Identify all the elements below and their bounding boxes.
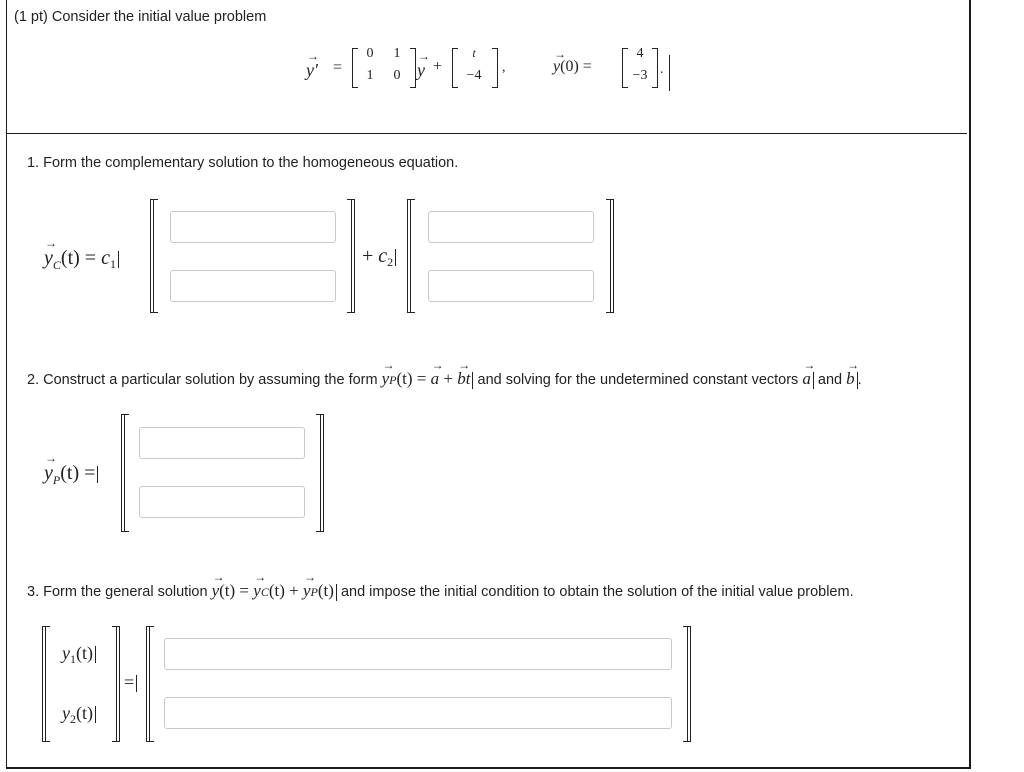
- ivp-period: .: [660, 62, 664, 77]
- forcing-left-bracket: [452, 48, 458, 88]
- y1-label: $y_1(t)$: [62, 643, 96, 664]
- matrix-entry: 0: [393, 68, 401, 83]
- forcing-entry: t: [472, 46, 476, 60]
- yp-entry1-input[interactable]: [139, 427, 305, 459]
- ivp-equals: =: [333, 59, 343, 76]
- yc-vector1-entry1-input[interactable]: [170, 211, 336, 243]
- forcing-entry: −4: [466, 68, 482, 83]
- solution-equals: =: [124, 672, 137, 693]
- points-label: (1 pt): [14, 9, 48, 25]
- vector2-right-bracket: [606, 199, 614, 313]
- solution-rhs-right-bracket: [683, 626, 691, 742]
- y2-label: $y_2(t)$: [62, 703, 96, 724]
- matrix-entry: 1: [393, 46, 401, 61]
- matrix-right-bracket: [410, 48, 416, 88]
- forcing-right-bracket: [492, 48, 498, 88]
- part3-instructions: 3. Form the general solution → y(t) = → yC(t) + → yP(t) and impose the initial condition to obtain the solution of the initial value problem.: [27, 581, 854, 601]
- vector1-left-bracket: [150, 199, 158, 313]
- vector2-left-bracket: [407, 199, 415, 313]
- yc-vector2-entry2-input[interactable]: [428, 270, 594, 302]
- ivp-y-vector: → y: [417, 60, 425, 81]
- yc-vector1-entry2-input[interactable]: [170, 270, 336, 302]
- yp-right-bracket: [316, 414, 324, 532]
- yc-vector2-entry1-input[interactable]: [428, 211, 594, 243]
- ic-right-bracket: [652, 48, 658, 88]
- y2-solution-input[interactable]: [164, 697, 672, 729]
- part1-instructions: 1. Form the complementary solution to the homogeneous equation.: [27, 155, 459, 171]
- ic-left-bracket: [622, 48, 628, 88]
- ivp-comma: ,: [502, 60, 506, 75]
- yp-label: → $y_P(t)$ =: [44, 462, 98, 485]
- yp-entry2-input[interactable]: [139, 486, 305, 518]
- solution-lhs-left-bracket: [42, 626, 50, 742]
- solution-rhs-left-bracket: [146, 626, 154, 742]
- ivp-y-prime: → y′: [306, 60, 318, 81]
- matrix-entry: 0: [366, 46, 374, 61]
- vector1-right-bracket: [347, 199, 355, 313]
- matrix-left-bracket: [352, 48, 358, 88]
- matrix-entry: 1: [366, 68, 374, 83]
- yc-label: → $y_C(t) = c_1$: [44, 247, 119, 270]
- ic-label: → y(0) =: [553, 58, 592, 76]
- y1-solution-input[interactable]: [164, 638, 672, 670]
- text-cursor: [669, 55, 670, 91]
- ic-entry: 4: [636, 46, 644, 61]
- ivp-plus: +: [433, 58, 443, 75]
- ic-entry: −3: [632, 68, 648, 83]
- problem-header: [14, 9, 266, 25]
- part2-instructions: 2. Construct a particular solution by assuming the form → yP(t) = → a + → bt and solving for the undetermined constant vectors → a and → b .: [27, 369, 862, 389]
- yp-left-bracket: [121, 414, 129, 532]
- c2-label: + $c_2$: [362, 245, 396, 268]
- problem-prompt: Consider the initial value problem: [51, 9, 267, 25]
- divider: [7, 133, 967, 134]
- solution-lhs-right-bracket: [112, 626, 120, 742]
